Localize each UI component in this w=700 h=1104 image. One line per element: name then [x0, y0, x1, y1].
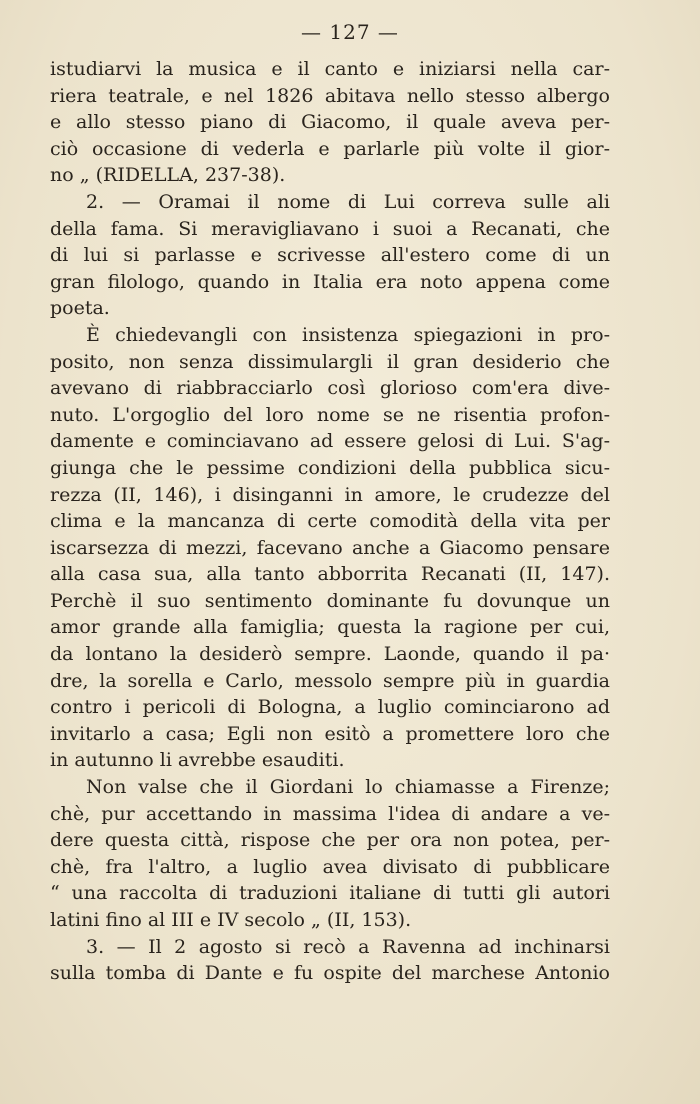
text-line: ciò occasione di vederla e parlarle più volte il gior-: [50, 137, 610, 160]
text-line: chè, fra l'altro, a luglio avea divisato di pubblicare: [50, 855, 610, 878]
text-line: poeta.: [50, 297, 110, 320]
text-line: amor grande alla famiglia; questa la ragione per cui,: [50, 616, 610, 639]
page-number: — 127 —: [301, 20, 399, 44]
text-line: della fama. Si meravigliavano i suoi a Recanati, che: [50, 217, 610, 240]
body-text: [50, 56, 610, 987]
text-line: da lontano la desiderò sempre. Laonde, quando il pa·: [50, 643, 610, 666]
text-line: contro i pericoli di Bologna, a luglio cominciarono ad: [50, 696, 610, 719]
text-line: alla casa sua, alla tanto abborrita Recanati (II, 147).: [50, 563, 610, 586]
text-line: di lui si parlasse e scrivesse all'estero come di un: [50, 244, 610, 267]
text-line: nuto. L'orgoglio del loro nome se ne risentia profon-: [50, 403, 610, 426]
text-line: chè, pur accettando in massima l'idea di andare a ve-: [50, 802, 610, 825]
text-line: istudiarvi la musica e il canto e iniziarsi nella car-: [50, 58, 610, 80]
text-line: Non valse che il Giordani lo chiamasse a Firenze;: [86, 776, 610, 799]
text-line: dre, la sorella e Carlo, messolo sempre più in guardia: [50, 669, 610, 692]
text-line: e allo stesso piano di Giacomo, il quale aveva per-: [50, 111, 610, 134]
text-line: posito, non senza dissimulargli il gran desiderio che: [50, 350, 610, 373]
text-line: damente e cominciavano ad essere gelosi di Lui. S'ag-: [50, 430, 610, 453]
text-line: sulla tomba di Dante e fu ospite del marchese Antonio: [50, 962, 610, 985]
text-line: “ una raccolta di traduzioni italiane di tutti gli autori: [50, 882, 610, 905]
text-line: clima e la mancanza di certe comodità della vita per: [50, 510, 610, 533]
text-line: 3. — Il 2 agosto si recò a Ravenna ad inchinarsi: [86, 935, 610, 958]
text-line: invitarlo a casa; Egli non esitò a promettere loro che: [50, 722, 610, 745]
text-line: riera teatrale, e nel 1826 abitava nello stesso albergo: [50, 84, 610, 107]
text-line: È chiedevangli con insistenza spiegazioni in pro-: [86, 323, 610, 346]
text-line: avevano di riabbracciarlo così glorioso com'era dive-: [50, 377, 610, 400]
text-line: no „ (RIDELLA, 237-38).: [50, 164, 286, 187]
text-line: latini fino al III e IV secolo „ (II, 153).: [50, 909, 412, 931]
text-line: dere questa città, rispose che per ora non potea, per-: [50, 829, 610, 852]
text-line: rezza (II, 146), i disinganni in amore, le crudezze del: [50, 483, 610, 506]
text-line: in autunno li avrebbe esauditi.: [50, 749, 345, 772]
text-line: 2. — Oramai il nome di Lui correva sulle ali: [86, 190, 610, 213]
text-line: gran filologo, quando in Italia era noto appena come: [50, 270, 610, 293]
text-line: giunga che le pessime condizioni della pubblica sicu-: [50, 456, 610, 479]
text-line: Perchè il suo sentimento dominante fu dovunque un: [50, 589, 610, 612]
text-line: iscarsezza di mezzi, facevano anche a Giacomo pensare: [50, 536, 610, 559]
